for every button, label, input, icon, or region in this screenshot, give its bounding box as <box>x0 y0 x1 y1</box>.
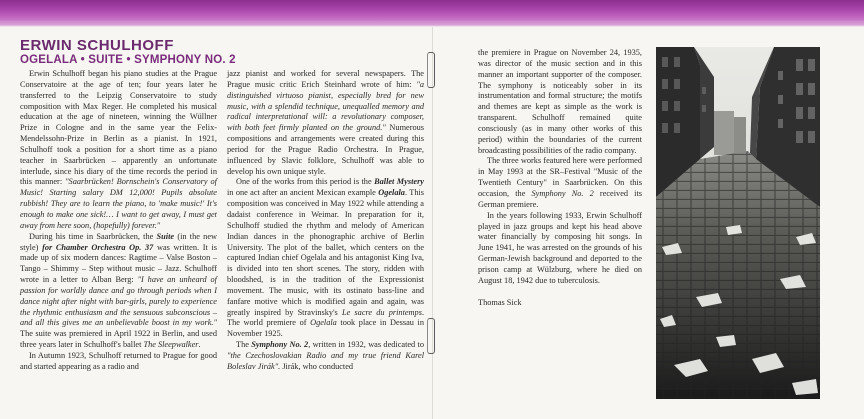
p5-work-ogelala-2: Ogelala <box>310 318 337 328</box>
left-page <box>20 38 424 373</box>
paragraph-1 <box>20 69 217 232</box>
p5-text-i: took place in Dessau in November 1925. <box>227 318 424 339</box>
p5-work-ogelala: Ogelala <box>378 188 405 198</box>
right-page-text <box>478 48 642 308</box>
article-title: ERWIN SCHULHOFF <box>20 37 174 54</box>
p2-quote: "I have an unheard of passion for worldly dance and go through periods when I dance night after night with bar-girls, purely to experience the rhythmic enthusiasm and the sensuous subconscious – and all this gives me an unbelievable boost in my work." <box>20 275 217 328</box>
p2-work-op37: for Chamber Orchestra Op. 37 <box>42 242 154 252</box>
p2-text-g: The suite was premiered in April 1922 in Berlin, and used three years later in Schulhoff's ballet <box>20 329 217 350</box>
street-photo-image <box>656 47 820 399</box>
p6-text-a: The <box>236 340 252 350</box>
paragraph-4 <box>227 69 424 177</box>
paragraph-6 <box>227 340 424 373</box>
paragraph-5 <box>227 177 424 340</box>
p5-text-g: . The world premiere of <box>227 307 425 328</box>
p5-text-c: in one act after an ancient Mexican example <box>227 188 379 198</box>
p4-text-a: jazz pianist and worked for several newspapers. The Prague music critic Erich Steinhard wrote of him: <box>227 69 424 89</box>
paragraph-3: In Autumn 1923, Schulhoff returned to Prague for good and started appearing as a radio and <box>20 350 217 371</box>
p8-work-symphony: Symphony No. 2 <box>531 188 594 198</box>
p5-work-sacre: Le sacre du printemps <box>341 307 422 317</box>
p6-dedication: "the Czechoslovakian Radio and my true friend Karel Boleslav Jirák". <box>227 350 424 371</box>
paragraph-8 <box>478 156 642 210</box>
staple-top <box>427 52 435 88</box>
p2-work-suite: Suite <box>156 231 175 241</box>
text-column-2 <box>227 69 424 373</box>
article-subtitle: OGELALA • SUITE • SYMPHONY NO. 2 <box>20 54 236 66</box>
p4-quote: "a distinguished virtuoso pianist, especially bred for new music, with a splendid technique, unequalled memory and radical interpretational will: a revolutionary composer, with both feet firmly planted on the ground." <box>227 79 424 133</box>
staple-bottom <box>427 318 435 354</box>
street-photo <box>656 47 820 399</box>
p6-work-symphony: Symphony No. 2 <box>251 340 309 350</box>
p6-text-e: Jirák, who conducted <box>280 361 354 371</box>
p5-text-a: One of the works from this period is the <box>236 177 375 187</box>
p5-work-ballet: Ballet Mystery <box>374 177 424 187</box>
p1-quote: "Saarbrücken! Bornschein's Conservatory of Music! Starting salary DM 12,000! Pupils absolute rubbish! They are to learn the piano, to 'make music!' It's enough to make one sick!… I want to get away, I must get away from here soon, (hopefully) forever." <box>20 177 217 230</box>
p4-text-c: Numerous compositions and arrangements were created during this period for the Prague Radio Orchestra. In Prague, influenced by Slavic folklore, Schulhoff was able to develop his own unique style. <box>227 123 424 176</box>
paragraph-9: In the years following 1933, Erwin Schulhoff played in jazz groups and kept his head above water financially by composing hit songs. In June 1941, he was arrested on the grounds of his German-Jewish background and deported to the prison camp at Wülzburg, where he died on August 18, 1942 due to tuberculosis. <box>478 210 642 285</box>
header-band-stripe <box>0 21 864 23</box>
paragraph-2 <box>20 232 217 351</box>
p6-text-c: , written in 1932, was dedicated to <box>308 340 424 350</box>
paragraph-7: the premiere in Prague on November 24, 1935, was director of the music section and in this manner an important supporter of the composer. The symphony is noticeably sober in its instrumentation and formal structure; the motifs and themes are kept as simple as the work is transparent. Schulhoff remained quite consciously (as in many other works of this period) within the boundaries of the current broadcasting possibilities of the radio company. <box>478 48 642 155</box>
p2-text-i: . <box>198 340 201 350</box>
text-column-1 <box>20 69 217 373</box>
p8-text-a: The three works featured here were performed in May 1993 at the SR–Festival "Music of the Twentieth Century" in Saarbrücken. On this occasion, the <box>478 156 642 198</box>
author-signature: Thomas Sick <box>478 297 522 307</box>
p5-text-e: . This composition was conceived in May 1922 while attending a dadaist conference in Weimar. In preparation for it, Schulhoff studied the rhythm and melody of American Indian dances in the phonographic archive of Berlin University. The plot of the ballet, which centers on the captured Indian chief Ogelala and his antagonist King Iva, is divided into ten short scenes. The story, ridden with bloodshed, is in the tradition of the Expressionist movement. The music, with its ostinato bass-line and fanfare motive which is modified again and again, was greatly inspired by Stravinsky's <box>227 188 425 317</box>
p8-text-c: received its German premiere. <box>478 188 642 209</box>
p1-text: Erwin Schulhoff began his piano studies at the Prague Conservatoire at the age of ten; four years later he transferred to the Leipzig Conservatoire to study composition with Max Reger. He completed his musical education at the age of nineteen, winning the Wüllner Prize in Cologne and in the same year the Felix-Mendelssohn-Prize in Berlin as a pianist. In 1921, Schulhoff took a position for a short time as a piano teacher in Saarbrücken – apparently an unfortunate interlude, since his diary of the time records the period in this manner: <box>20 69 217 187</box>
p2-text-c: (in the new style) <box>20 231 217 252</box>
p2-text-e: was written. It is made up of six modern dances: Ragtime – Valse Boston – Tango – Shimmy – Step without music – Jazz. Schulhoff wrote in a letter to Alban Berg: <box>20 242 217 285</box>
p2-text-a: During his time in Saarbrücken, the <box>29 231 157 241</box>
p2-work-sleepwalker: The Sleepwalker <box>143 340 199 350</box>
